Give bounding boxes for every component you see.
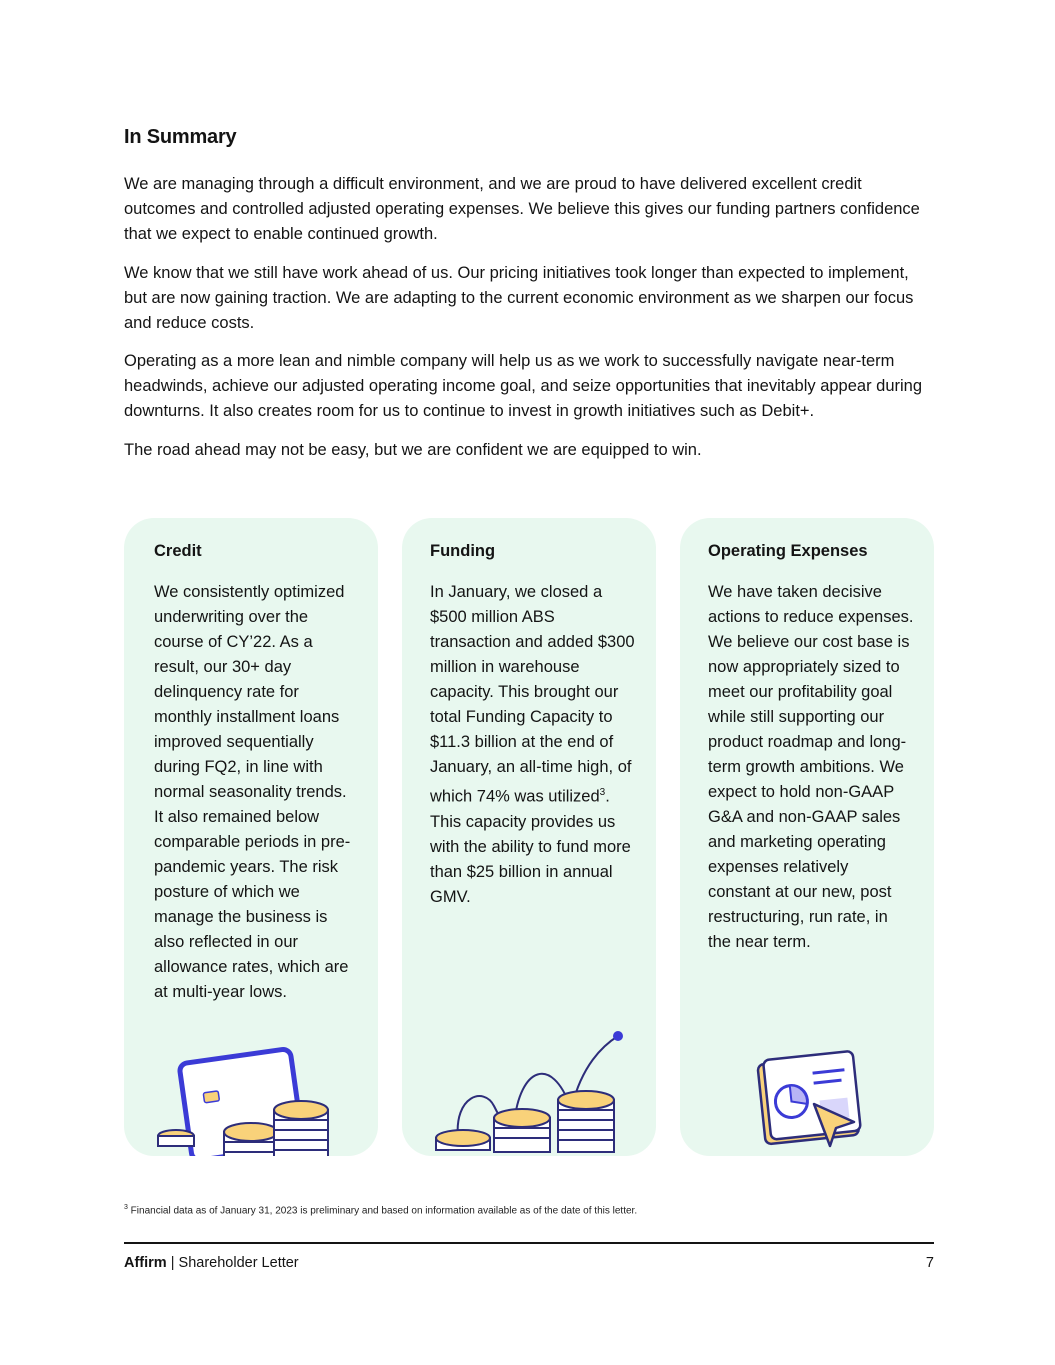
credit-card-coins-icon — [124, 1036, 378, 1156]
footer-doc-title: Shareholder Letter — [178, 1255, 299, 1271]
funding-text-part-2: . This capacity provides us with the ability to fund more than $25 billion in annual GMV. — [430, 787, 631, 906]
footnote-number: 3 — [124, 1204, 128, 1211]
highlight-cards — [124, 518, 934, 1158]
funding-text — [430, 580, 636, 910]
section-title: In Summary — [124, 126, 237, 148]
footer-divider — [124, 1242, 934, 1244]
footnote-text: Financial data as of January 31, 2023 is preliminary and based on information available as of the date of this letter. — [127, 1205, 638, 1217]
credit-text: We consistently optimized underwriting over the course of CY’22. As a result, our 30+ day delinquency rate for monthly installment loans improved sequentially during FQ2, in line with normal seasonality trends. It also remained below comparable periods in pre-pandemic years. The risk posture of which we manage the business is also reflected in our allowance rates, which are at multi-year lows. — [154, 583, 351, 1001]
summary-body — [124, 172, 934, 476]
footnote-reference: 3 — [599, 787, 606, 798]
bouncing-coins-icon — [402, 1026, 656, 1156]
credit-title: Credit — [154, 542, 202, 560]
page-number: 7 — [925, 1255, 934, 1271]
summary-paragraph: Operating as a more lean and nimble company will help us as we work to successfully navigate near-term headwinds, achieve our adjusted operating income goal, and seize opportunities that inevitably appear during downturns. It also creates room for us to continue to invest in growth initiatives such as Debit+. — [124, 352, 923, 420]
credit-card-panel — [124, 518, 378, 1156]
footnote — [124, 1204, 637, 1216]
funding-card-panel — [402, 518, 656, 1156]
summary-paragraph: The road ahead may not be easy, but we are confident we are equipped to win. — [124, 440, 702, 459]
summary-paragraph: We know that we still have work ahead of us. Our pricing initiatives took longer than expected to implement, but are now gaining traction. We are adapting to the current economic environment as we sharpen our focus and reduce costs. — [124, 263, 914, 332]
page-footer — [124, 1255, 934, 1271]
summary-paragraph: We are managing through a difficult environment, and we are proud to have delivered excellent credit outcomes and controlled adjusted operating expenses. We believe this gives our funding partners confidence that we expect to enable continued growth. — [124, 175, 920, 243]
funding-text-part-1: In January, we closed a $500 million ABS transaction and added $300 million in warehouse capacity. This brought our total Funding Capacity to $11.3 billion at the end of January, an all-time high, of which 74% was utilized — [430, 583, 635, 806]
opex-card-panel — [680, 518, 934, 1156]
footer-separator: | — [166, 1255, 179, 1271]
footer-brand: Affirm — [124, 1255, 167, 1271]
presentation-chart-icon — [680, 1046, 934, 1156]
opex-title: Operating Expenses — [708, 542, 868, 560]
opex-text: We have taken decisive actions to reduce expenses. We believe our cost base is now appropriately sized to meet our profitability goal while still supporting our product roadmap and long-term growth ambitions. We expect to hold non-GAAP G&A and non-GAAP sales and marketing operating expenses relatively constant at our new, post restructuring, run rate, in the near term. — [708, 583, 914, 951]
funding-title: Funding — [430, 542, 496, 560]
